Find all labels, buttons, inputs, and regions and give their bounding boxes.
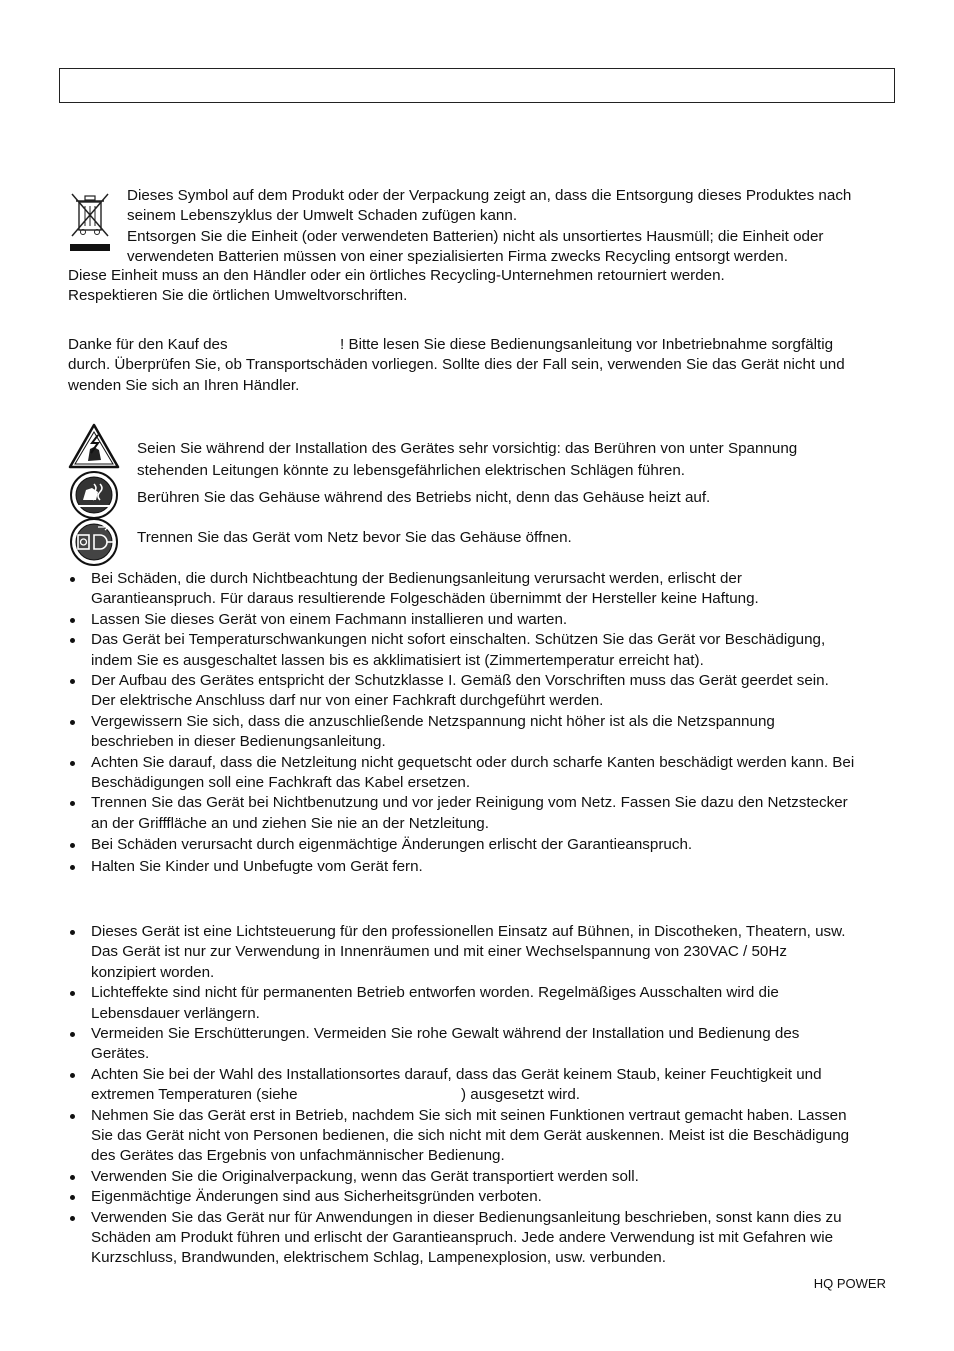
list-item-line: Kurzschluss, Brandwunden, elektrischem Schlag, Lampenexplosion, usw. verbunden. <box>91 1249 666 1267</box>
warning-line: Seien Sie während der Installation des Gerätes sehr vorsichtig: das Berühren von unter Spannung <box>137 440 798 457</box>
list-item-line: Bei Schäden, die durch Nichtbeachtung der Bedienungsanleitung verursacht werden, erlischt der <box>91 570 742 587</box>
list-item <box>68 793 898 834</box>
list-item-line: Halten Sie Kinder und Unbefugte vom Gerät fern. <box>91 857 423 875</box>
list-item <box>68 983 898 1024</box>
list-item-line: Achten Sie bei der Wahl des Installationsortes darauf, dass das Gerät keinem Staub, keiner Feuchtigkeit und <box>91 1065 822 1083</box>
list-item-line: Beschädigungen soll eine Fachkraft das Kabel ersetzen. <box>91 774 471 792</box>
safety-list <box>68 569 898 877</box>
intro-line: wenden Sie sich an Ihren Händler. <box>68 376 300 394</box>
list-item <box>68 922 898 983</box>
list-item <box>68 1167 898 1187</box>
footer-brand: HQ POWER <box>813 1276 886 1291</box>
list-item-line: Gerätes. <box>91 1045 150 1063</box>
list-item <box>68 1024 898 1065</box>
list-item-line: des Gerätes das Ergebnis von unfachmännischer Bedienung. <box>91 1147 505 1165</box>
list-item-line: an der Grifffläche an und ziehen Sie nie an der Netzleitung. <box>91 814 489 832</box>
list-item-line: Lassen Sie dieses Gerät von einem Fachmann installieren und warten. <box>91 610 568 628</box>
list-item <box>68 610 898 630</box>
unplug-icon <box>68 517 120 567</box>
list-item <box>68 1106 898 1167</box>
intro-paragraph <box>68 335 845 396</box>
weee-line: Entsorgen Sie die Einheit (oder verwendeten Batterien) nicht als unsortiertes Hausmüll; die Einheit oder <box>127 227 824 245</box>
list-item <box>68 1065 898 1106</box>
weee-text <box>127 186 851 268</box>
temp-line-part1: extremen Temperaturen (siehe <box>91 1086 298 1104</box>
list-item <box>68 857 898 877</box>
weee-after-line: Respektieren Sie die örtlichen Umweltvorschriften. <box>68 287 408 305</box>
list-item-line: Schäden am Produkt führen und erlischt der Garantieanspruch. Jede andere Verwendung ist mit Gefahren wie <box>91 1229 834 1247</box>
list-item-line: Sie das Gerät nicht von Personen bedienen, die sich nicht mit dem Gerät auskennen. Meist ist die Beschädigung <box>91 1127 850 1145</box>
list-item <box>68 753 898 794</box>
list-item-line: Bei Schäden verursacht durch eigenmächtige Änderungen erlischt der Garantieanspruch. <box>91 836 693 854</box>
list-item-line: Lebensdauer verlängern. <box>91 1004 260 1022</box>
list-item-line: Vermeiden Sie Erschütterungen. Vermeiden Sie rohe Gewalt während der Installation und Bedienung des <box>91 1025 800 1043</box>
list-item-line: konzipiert worden. <box>91 963 215 981</box>
list-item <box>68 835 898 855</box>
list-item-line: Das Gerät bei Temperaturschwankungen nicht sofort einschalten. Schützen Sie das Gerät vor Beschädigung, <box>91 631 826 649</box>
list-item <box>68 569 898 610</box>
list-item-line: Garantieanspruch. Für daraus resultierende Folgeschäden übernimmt der Hersteller keine Haftung. <box>91 590 759 608</box>
usage-list <box>68 922 898 1269</box>
intro-part2: ! Bitte lesen Sie diese Bedienungsanleitung vor Inbetriebnahme sorgfältig <box>340 336 834 353</box>
warning-text-voltage <box>137 438 797 482</box>
list-item <box>68 1208 898 1269</box>
list-item-line: beschrieben in dieser Bedienungsanleitung. <box>91 733 386 751</box>
list-item <box>68 712 898 753</box>
intro-line: durch. Überprüfen Sie, ob Transportschäden vorliegen. Sollte dies der Fall sein, verwenden Sie das Gerät nicht und <box>68 356 845 374</box>
list-item-line: Verwenden Sie das Gerät nur für Anwendungen in dieser Bedienungsanleitung beschrieben, sonst kann dies zu <box>91 1208 842 1226</box>
warning-line: stehenden Leitungen könnte zu lebensgefährlichen elektrischen Schlägen führen. <box>137 462 685 479</box>
weee-after-line: Diese Einheit muss an den Händler oder ein örtliches Recycling-Unternehmen retourniert werden. <box>68 267 725 284</box>
hot-surface-icon <box>68 470 120 520</box>
high-voltage-warning-icon <box>68 423 120 469</box>
list-item-line: Dieses Gerät ist eine Lichtsteuerung für den professionellen Einsatz auf Bühnen, in Discotheken, Theatern, usw. <box>91 923 846 940</box>
list-item-line: Eigenmächtige Änderungen sind aus Sicherheitsgründen verboten. <box>91 1188 542 1206</box>
list-item-line: Der elektrische Anschluss darf nur von einer Fachkraft durchgeführt werden. <box>91 692 604 710</box>
list-item-line: Das Gerät ist nur zur Verwendung in Innenräumen und mit einer Wechselspannung von 230VAC / 50Hz <box>91 943 787 961</box>
list-item-line: Lichteffekte sind nicht für permanenten Betrieb entworfen worden. Regelmäßiges Ausschalten wird die <box>91 984 779 1002</box>
list-item-line: indem Sie es ausgeschaltet lassen bis es akklimatisiert ist (Zimmertemperatur erreicht hat). <box>91 651 704 669</box>
crossed-out-bin-icon <box>68 190 112 252</box>
list-item <box>68 630 898 671</box>
list-item <box>68 1187 898 1207</box>
list-item-line: Der Aufbau des Gerätes entspricht der Schutzklasse I. Gemäß den Vorschriften muss das Gerät geerdet sein. <box>91 672 829 690</box>
list-item <box>68 671 898 712</box>
weee-after-text <box>68 266 725 307</box>
list-item-line <box>91 1085 898 1105</box>
weee-line: verwendeten Batterien müssen von einer spezialisierten Firma zwecks Recycling entsorgt werden. <box>127 248 788 266</box>
list-item-line: Vergewissern Sie sich, dass die anzuschließende Netzspannung nicht höher ist als die Netzspannung <box>91 712 775 730</box>
weee-line: seinem Lebenszyklus der Umwelt Schaden zufügen kann. <box>127 207 518 225</box>
list-item-line: Achten Sie darauf, dass die Netzleitung nicht gequetscht oder durch scharfe Kanten beschädigt werden kann. Bei <box>91 753 855 771</box>
header-box <box>59 68 895 103</box>
list-item-line: Nehmen Sie das Gerät erst in Betrieb, nachdem Sie sich mit seinen Funktionen vertraut gemacht haben. Lassen <box>91 1106 847 1124</box>
weee-line: Dieses Symbol auf dem Produkt oder der Verpackung zeigt an, dass die Entsorgung dieses Produktes nach <box>127 187 852 204</box>
warning-text-hot: Berühren Sie das Gehäuse während des Betriebs nicht, denn das Gehäuse heizt auf. <box>137 489 711 506</box>
intro-part1: Danke für den Kauf des <box>68 336 228 353</box>
list-item-line: Trennen Sie das Gerät bei Nichtbenutzung und vor jeder Reinigung vom Netz. Fassen Sie dazu den Netzstecker <box>91 794 848 812</box>
temp-line-part2: ) ausgesetzt wird. <box>461 1086 581 1104</box>
list-item-line: Verwenden Sie die Originalverpackung, wenn das Gerät transportiert werden soll. <box>91 1167 639 1185</box>
warning-text-unplug: Trennen Sie das Gerät vom Netz bevor Sie das Gehäuse öffnen. <box>137 529 572 546</box>
